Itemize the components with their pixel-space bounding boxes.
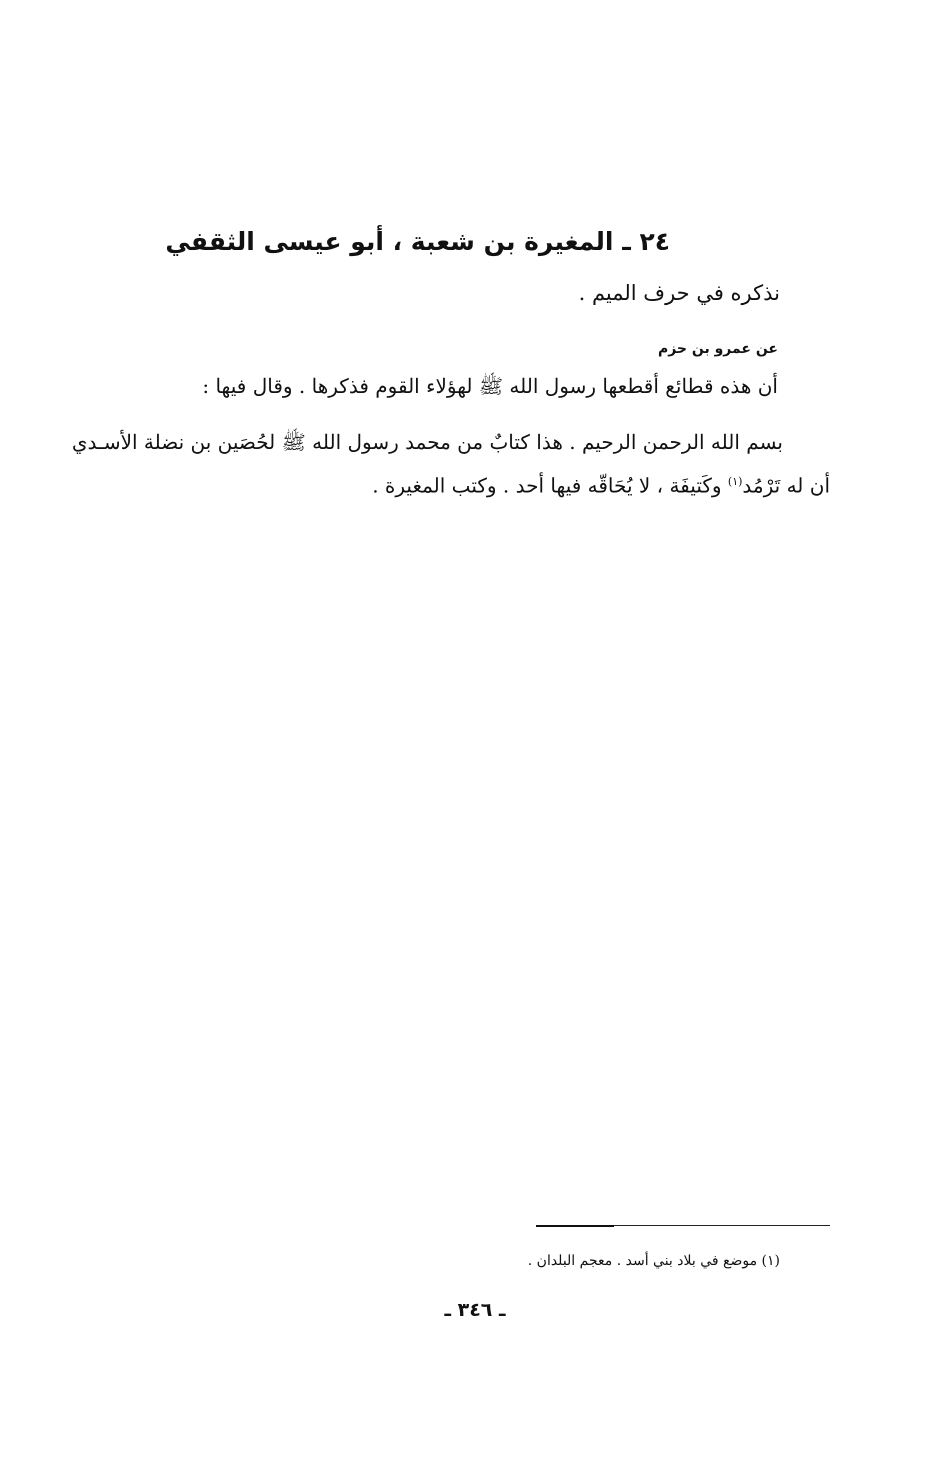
- entry-title: ٢٤ ـ المغيرة بن شعبة ، أبو عيسى الثقفي: [165, 227, 670, 256]
- paragraph-2-line-2-start: أن له تَرْمُد: [742, 473, 830, 498]
- footnote-reference[interactable]: (١): [727, 475, 743, 488]
- paragraph-1: أن هذه قطائع أقطعها رسول الله ﷺ لهؤلاء القوم فذكرها . وقال فيها :: [202, 374, 778, 398]
- entry-intro: نذكره في حرف الميم .: [578, 281, 780, 305]
- footnote-1: (١) موضع في بلاد بني أسد . معجم البلدان .: [527, 1253, 780, 1269]
- page-number: ـ ٣٤٦ ـ: [444, 1299, 506, 1321]
- footnote-separator: [536, 1225, 830, 1226]
- source-attribution: عن عمرو بن حزم: [657, 341, 778, 357]
- paragraph-2-line-2-end: وكَتيفَة ، لا يُحَاقّه فيها أحد . وكتب المغيرة .: [372, 473, 728, 498]
- paragraph-2-line-1: بسم الله الرحمن الرحيم . هذا كتابٌ من محمد رسول الله ﷺ لحُصَين بن نضلة الأسـدي: [71, 430, 783, 454]
- paragraph-2-line-2: [360, 464, 830, 504]
